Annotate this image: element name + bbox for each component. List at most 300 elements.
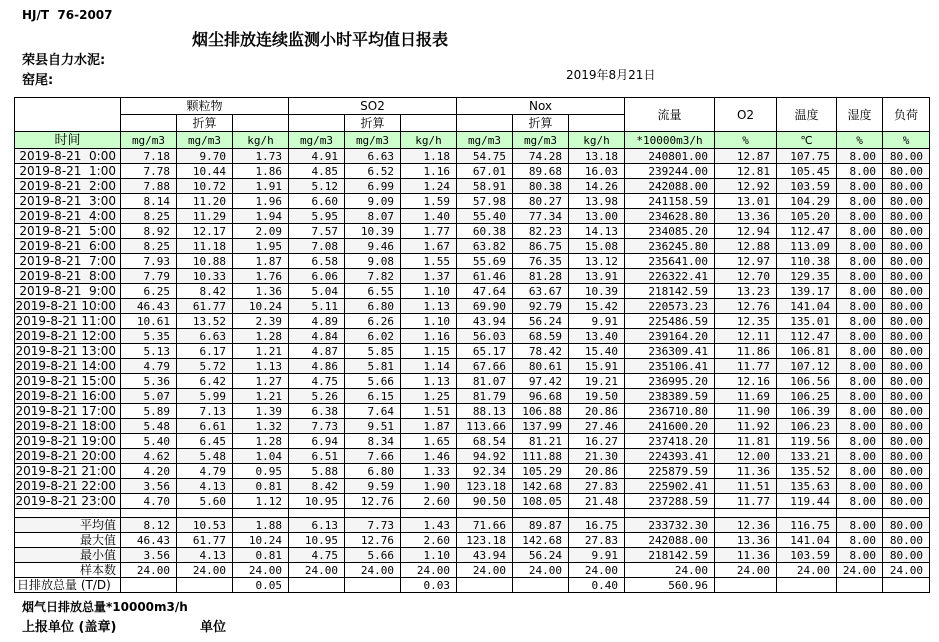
value-cell: 6.25	[121, 284, 177, 299]
value-cell: 1.14	[401, 359, 457, 374]
value-cell	[883, 509, 930, 518]
time-cell: 2019-8-21 12:00	[15, 329, 121, 344]
value-cell: 80.27	[513, 194, 569, 209]
value-cell: 1.18	[401, 149, 457, 164]
value-cell: 6.42	[177, 374, 233, 389]
value-cell: 4.86	[289, 359, 345, 374]
value-cell: 80.00	[883, 164, 930, 179]
value-cell: 106.39	[777, 404, 837, 419]
table-row	[15, 518, 930, 533]
value-cell: 24.00	[883, 563, 930, 578]
header-flow: 流量	[625, 98, 715, 132]
value-cell: 80.00	[883, 548, 930, 563]
value-cell: 236995.20	[625, 374, 715, 389]
value-cell	[177, 509, 233, 518]
header-load: 负荷	[883, 98, 930, 132]
time-cell: 2019-8-21 9:00	[15, 284, 121, 299]
time-cell: 2019-8-21 8:00	[15, 269, 121, 284]
value-cell: 80.00	[883, 518, 930, 533]
value-cell: 9.09	[345, 194, 401, 209]
value-cell: 12.81	[715, 164, 777, 179]
value-cell	[177, 578, 233, 593]
value-cell: 10.53	[177, 518, 233, 533]
value-cell: 7.18	[121, 149, 177, 164]
value-cell: 10.24	[233, 299, 289, 314]
value-cell: 1.40	[401, 209, 457, 224]
time-cell: 2019-8-21 15:00	[15, 374, 121, 389]
value-cell: 9.51	[345, 419, 401, 434]
value-cell: 234628.80	[625, 209, 715, 224]
value-cell: 15.08	[569, 239, 625, 254]
group-header-nox: Nox	[457, 98, 625, 115]
value-cell: 11.51	[715, 479, 777, 494]
value-cell: 141.04	[777, 533, 837, 548]
value-cell: 8.00	[837, 548, 883, 563]
value-cell: 8.00	[837, 149, 883, 164]
value-cell: 10.24	[233, 533, 289, 548]
value-cell: 80.00	[883, 533, 930, 548]
value-cell: 1.77	[401, 224, 457, 239]
value-cell: 106.88	[513, 404, 569, 419]
value-cell: 55.69	[457, 254, 513, 269]
unit-cell: kg/h	[569, 132, 625, 149]
value-cell: 8.00	[837, 194, 883, 209]
time-cell: 2019-8-21 21:00	[15, 464, 121, 479]
unit-cell: mg/m3	[457, 132, 513, 149]
table-row	[15, 149, 930, 164]
group-header-particulate: 颗粒物	[121, 98, 289, 115]
value-cell: 88.13	[457, 404, 513, 419]
value-cell: 236245.80	[625, 239, 715, 254]
time-cell: 2019-8-21 19:00	[15, 434, 121, 449]
empty-cell	[457, 115, 513, 132]
value-cell: 80.00	[883, 359, 930, 374]
value-cell: 0.81	[233, 479, 289, 494]
value-cell: 12.36	[715, 518, 777, 533]
value-cell: 240801.00	[625, 149, 715, 164]
value-cell: 11.81	[715, 434, 777, 449]
value-cell: 1.73	[233, 149, 289, 164]
value-cell: 5.26	[289, 389, 345, 404]
value-cell: 133.21	[777, 449, 837, 464]
value-cell: 80.00	[883, 329, 930, 344]
value-cell: 1.76	[233, 269, 289, 284]
value-cell: 1.10	[401, 548, 457, 563]
value-cell: 24.00	[345, 563, 401, 578]
value-cell: 8.25	[121, 209, 177, 224]
value-cell: 1.43	[401, 518, 457, 533]
value-cell: 11.36	[715, 548, 777, 563]
value-cell: 6.38	[289, 404, 345, 419]
value-cell	[345, 578, 401, 593]
value-cell	[883, 578, 930, 593]
value-cell: 1.10	[401, 284, 457, 299]
value-cell: 4.79	[177, 464, 233, 479]
value-cell: 1.86	[233, 164, 289, 179]
value-cell: 237288.59	[625, 494, 715, 509]
unit-cell: kg/h	[233, 132, 289, 149]
value-cell: 106.23	[777, 419, 837, 434]
empty-cell	[401, 115, 457, 132]
value-cell: 8.00	[837, 434, 883, 449]
unit-cell: %	[837, 132, 883, 149]
value-cell: 104.29	[777, 194, 837, 209]
value-cell: 105.20	[777, 209, 837, 224]
value-cell: 1.28	[233, 434, 289, 449]
value-cell: 8.00	[837, 449, 883, 464]
value-cell: 68.54	[457, 434, 513, 449]
value-cell: 116.75	[777, 518, 837, 533]
header-group-row	[15, 98, 930, 115]
time-cell: 2019-8-21 1:00	[15, 164, 121, 179]
value-cell: 5.66	[345, 548, 401, 563]
value-cell: 1.33	[401, 464, 457, 479]
value-cell: 7.66	[345, 449, 401, 464]
value-cell: 8.00	[837, 344, 883, 359]
table-header	[15, 98, 930, 149]
table-row	[15, 374, 930, 389]
value-cell: 135.63	[777, 479, 837, 494]
value-cell: 7.78	[121, 164, 177, 179]
time-cell: 2019-8-21 18:00	[15, 419, 121, 434]
table-row	[15, 164, 930, 179]
unit-cell: kg/h	[401, 132, 457, 149]
value-cell: 11.69	[715, 389, 777, 404]
value-cell: 13.98	[569, 194, 625, 209]
time-cell: 2019-8-21 20:00	[15, 449, 121, 464]
value-cell: 9.70	[177, 149, 233, 164]
value-cell: 110.38	[777, 254, 837, 269]
value-cell: 14.13	[569, 224, 625, 239]
value-cell: 218142.59	[625, 284, 715, 299]
value-cell: 13.01	[715, 194, 777, 209]
value-cell: 24.00	[401, 563, 457, 578]
value-cell: 10.44	[177, 164, 233, 179]
value-cell: 105.29	[513, 464, 569, 479]
value-cell: 1.21	[233, 389, 289, 404]
value-cell: 80.00	[883, 299, 930, 314]
value-cell: 106.81	[777, 344, 837, 359]
value-cell: 105.45	[777, 164, 837, 179]
value-cell: 67.66	[457, 359, 513, 374]
value-cell: 225879.59	[625, 464, 715, 479]
value-cell: 80.00	[883, 404, 930, 419]
value-cell: 80.00	[883, 389, 930, 404]
value-cell: 12.88	[715, 239, 777, 254]
value-cell: 5.99	[177, 389, 233, 404]
value-cell: 113.66	[457, 419, 513, 434]
value-cell: 80.00	[883, 239, 930, 254]
value-cell: 76.35	[513, 254, 569, 269]
value-cell: 24.00	[569, 563, 625, 578]
time-cell: 2019-8-21 16:00	[15, 389, 121, 404]
table-row	[15, 239, 930, 254]
value-cell: 80.00	[883, 374, 930, 389]
value-cell: 10.39	[569, 284, 625, 299]
value-cell: 242088.00	[625, 533, 715, 548]
value-cell: 1.59	[401, 194, 457, 209]
value-cell: 1.16	[401, 329, 457, 344]
value-cell: 107.75	[777, 149, 837, 164]
value-cell: 57.98	[457, 194, 513, 209]
value-cell: 1.51	[401, 404, 457, 419]
value-cell: 6.02	[345, 329, 401, 344]
value-cell: 82.23	[513, 224, 569, 239]
table-row	[15, 269, 930, 284]
page-title: 烟尘排放连续监测小时平均值日报表	[191, 30, 448, 49]
value-cell: 5.40	[121, 434, 177, 449]
value-cell: 6.80	[345, 464, 401, 479]
time-cell: 2019-8-21 22:00	[15, 479, 121, 494]
value-cell: 7.82	[345, 269, 401, 284]
value-cell: 6.52	[345, 164, 401, 179]
table-row	[15, 209, 930, 224]
unit-cell: mg/m3	[289, 132, 345, 149]
value-cell: 9.91	[569, 548, 625, 563]
value-cell: 4.91	[289, 149, 345, 164]
value-cell: 80.00	[883, 149, 930, 164]
value-cell: 63.82	[457, 239, 513, 254]
value-cell: 56.24	[513, 314, 569, 329]
summary-label-cell: 日排放总量 (T/D)	[15, 578, 121, 593]
value-cell: 1.21	[233, 344, 289, 359]
value-cell: 107.12	[777, 359, 837, 374]
value-cell: 142.68	[513, 533, 569, 548]
value-cell: 16.75	[569, 518, 625, 533]
converted-label-so2: 折算	[345, 115, 401, 132]
value-cell: 4.85	[289, 164, 345, 179]
value-cell	[345, 509, 401, 518]
value-cell: 89.87	[513, 518, 569, 533]
value-cell: 4.89	[289, 314, 345, 329]
monitoring-point: 窑尾:	[22, 73, 54, 88]
value-cell: 61.77	[177, 533, 233, 548]
value-cell: 80.00	[883, 194, 930, 209]
value-cell: 4.70	[121, 494, 177, 509]
value-cell: 8.00	[837, 374, 883, 389]
table-row	[15, 494, 930, 509]
value-cell: 5.11	[289, 299, 345, 314]
time-cell: 2019-8-21 10:00	[15, 299, 121, 314]
value-cell: 12.97	[715, 254, 777, 269]
value-cell: 61.46	[457, 269, 513, 284]
value-cell: 141.04	[777, 299, 837, 314]
value-cell: 56.24	[513, 548, 569, 563]
value-cell: 80.00	[883, 209, 930, 224]
value-cell: 11.36	[715, 464, 777, 479]
unit-cell: %	[883, 132, 930, 149]
value-cell	[289, 509, 345, 518]
unit-cell: %	[715, 132, 777, 149]
value-cell: 8.42	[177, 284, 233, 299]
reporting-unit-label: 上报单位 (盖章)	[22, 620, 117, 635]
summary-label-cell: 平均值	[15, 518, 121, 533]
value-cell: 8.00	[837, 533, 883, 548]
value-cell: 16.27	[569, 434, 625, 449]
value-cell: 1.10	[401, 314, 457, 329]
value-cell: 10.95	[289, 494, 345, 509]
value-cell: 24.00	[457, 563, 513, 578]
value-cell: 123.18	[457, 533, 513, 548]
value-cell: 13.12	[569, 254, 625, 269]
unit-cell: mg/m3	[345, 132, 401, 149]
value-cell: 24.00	[715, 563, 777, 578]
value-cell: 11.92	[715, 419, 777, 434]
value-cell: 13.36	[715, 533, 777, 548]
value-cell: 5.36	[121, 374, 177, 389]
value-cell: 3.56	[121, 479, 177, 494]
value-cell: 1.90	[401, 479, 457, 494]
value-cell: 13.91	[569, 269, 625, 284]
time-cell: 2019-8-21 4:00	[15, 209, 121, 224]
value-cell: 80.00	[883, 254, 930, 269]
value-cell: 43.94	[457, 314, 513, 329]
value-cell: 13.36	[715, 209, 777, 224]
value-cell: 12.16	[715, 374, 777, 389]
table-row	[15, 179, 930, 194]
value-cell: 226322.41	[625, 269, 715, 284]
value-cell: 20.86	[569, 404, 625, 419]
value-cell: 235106.41	[625, 359, 715, 374]
value-cell: 4.20	[121, 464, 177, 479]
value-cell: 54.75	[457, 149, 513, 164]
value-cell: 10.72	[177, 179, 233, 194]
value-cell: 106.25	[777, 389, 837, 404]
value-cell: 225902.41	[625, 479, 715, 494]
table-row	[15, 299, 930, 314]
value-cell: 4.79	[121, 359, 177, 374]
value-cell: 4.75	[289, 548, 345, 563]
value-cell: 4.87	[289, 344, 345, 359]
value-cell: 47.64	[457, 284, 513, 299]
value-cell: 74.28	[513, 149, 569, 164]
value-cell: 7.73	[345, 518, 401, 533]
time-header: 时间	[15, 132, 121, 149]
value-cell: 6.26	[345, 314, 401, 329]
table-row	[15, 419, 930, 434]
value-cell	[715, 578, 777, 593]
value-cell: 96.68	[513, 389, 569, 404]
table-row	[15, 578, 930, 593]
value-cell: 1.37	[401, 269, 457, 284]
value-cell: 7.64	[345, 404, 401, 419]
value-cell: 135.52	[777, 464, 837, 479]
header-humidity: 湿度	[837, 98, 883, 132]
value-cell: 8.00	[837, 179, 883, 194]
value-cell: 6.60	[289, 194, 345, 209]
value-cell: 4.13	[177, 479, 233, 494]
value-cell: 12.76	[715, 299, 777, 314]
company-name: 荣县自力水泥:	[22, 53, 106, 68]
value-cell	[513, 578, 569, 593]
value-cell: 8.00	[837, 464, 883, 479]
value-cell: 15.42	[569, 299, 625, 314]
value-cell: 80.00	[883, 314, 930, 329]
value-cell: 0.03	[401, 578, 457, 593]
value-cell: 1.27	[233, 374, 289, 389]
table-row	[15, 548, 930, 563]
value-cell	[837, 578, 883, 593]
value-cell: 234085.20	[625, 224, 715, 239]
value-cell: 80.00	[883, 464, 930, 479]
value-cell: 3.56	[121, 548, 177, 563]
value-cell: 239164.20	[625, 329, 715, 344]
value-cell: 8.34	[345, 434, 401, 449]
value-cell: 111.88	[513, 449, 569, 464]
value-cell: 7.88	[121, 179, 177, 194]
value-cell: 8.00	[837, 359, 883, 374]
value-cell: 80.00	[883, 269, 930, 284]
value-cell: 1.55	[401, 254, 457, 269]
value-cell: 58.91	[457, 179, 513, 194]
value-cell	[777, 578, 837, 593]
value-cell	[233, 509, 289, 518]
time-cell: 2019-8-21 3:00	[15, 194, 121, 209]
value-cell: 20.86	[569, 464, 625, 479]
empty-cell	[569, 115, 625, 132]
value-cell: 24.00	[289, 563, 345, 578]
value-cell: 5.85	[345, 344, 401, 359]
value-cell: 218142.59	[625, 548, 715, 563]
value-cell	[777, 509, 837, 518]
value-cell: 135.01	[777, 314, 837, 329]
value-cell: 69.90	[457, 299, 513, 314]
value-cell: 81.28	[513, 269, 569, 284]
converted-label-nox: 折算	[513, 115, 569, 132]
value-cell: 1.94	[233, 209, 289, 224]
value-cell: 27.83	[569, 479, 625, 494]
value-cell: 5.48	[177, 449, 233, 464]
table-body	[15, 149, 930, 593]
value-cell: 9.08	[345, 254, 401, 269]
value-cell: 103.59	[777, 548, 837, 563]
summary-label-cell: 最大值	[15, 533, 121, 548]
value-cell: 0.95	[233, 464, 289, 479]
value-cell: 8.00	[837, 239, 883, 254]
value-cell: 24.00	[625, 563, 715, 578]
value-cell: 112.47	[777, 224, 837, 239]
value-cell: 1.91	[233, 179, 289, 194]
value-cell: 12.17	[177, 224, 233, 239]
value-cell: 21.48	[569, 494, 625, 509]
value-cell: 89.68	[513, 164, 569, 179]
value-cell: 235641.00	[625, 254, 715, 269]
value-cell: 129.35	[777, 269, 837, 284]
value-cell: 80.00	[883, 224, 930, 239]
value-cell: 2.39	[233, 314, 289, 329]
value-cell: 4.75	[289, 374, 345, 389]
value-cell: 8.00	[837, 518, 883, 533]
value-cell: 224393.41	[625, 449, 715, 464]
value-cell: 6.15	[345, 389, 401, 404]
value-cell: 1.87	[233, 254, 289, 269]
value-cell: 68.59	[513, 329, 569, 344]
value-cell: 225486.59	[625, 314, 715, 329]
value-cell: 5.48	[121, 419, 177, 434]
value-cell: 9.91	[569, 314, 625, 329]
time-cell: 2019-8-21 6:00	[15, 239, 121, 254]
table-row	[15, 194, 930, 209]
value-cell: 6.61	[177, 419, 233, 434]
value-cell: 6.80	[345, 299, 401, 314]
value-cell	[401, 509, 457, 518]
empty-cell	[233, 115, 289, 132]
unit-label: 单位	[200, 620, 227, 635]
table-row	[15, 404, 930, 419]
value-cell: 55.40	[457, 209, 513, 224]
time-cell: 2019-8-21 2:00	[15, 179, 121, 194]
value-cell: 13.23	[715, 284, 777, 299]
